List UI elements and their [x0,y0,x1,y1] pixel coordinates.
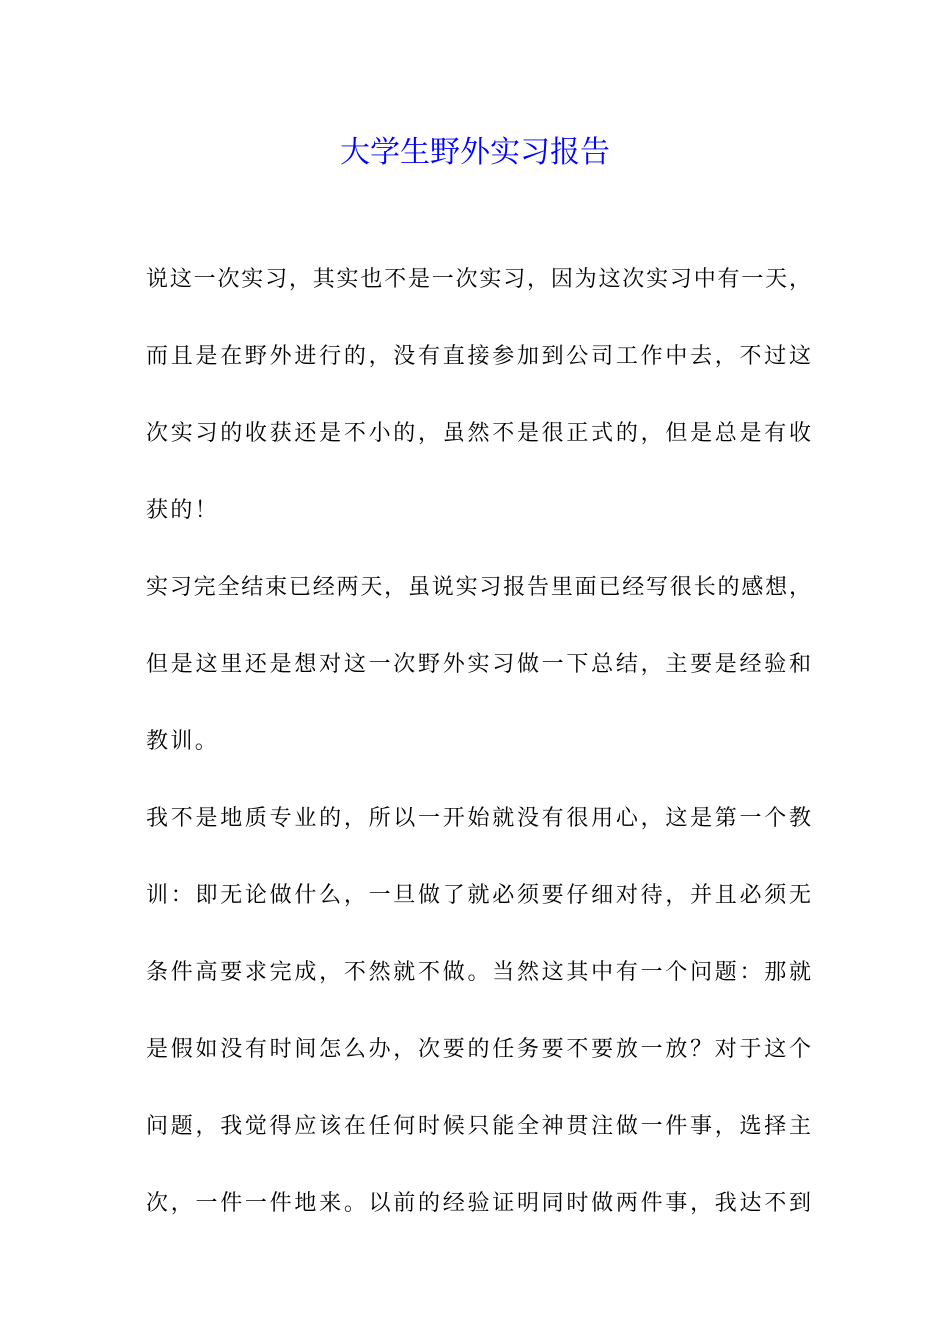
body-line: 次，一件一件地来。以前的经验证明同时做两件事，我达不到 [146,1191,811,1216]
body-line: 次实习的收获还是不小的，虽然不是很正式的，但是总是有收 [146,421,811,446]
body-line: 条件高要求完成，不然就不做。当然这其中有一个问题：那就 [146,960,811,985]
body-line: 是假如没有时间怎么办，次要的任务要不要放一放？对于这个 [146,1037,811,1062]
body-line: 我不是地质专业的，所以一开始就没有很用心，这是第一个教 [146,806,811,831]
body-line: 说这一次实习，其实也不是一次实习，因为这次实习中有一天， [146,267,811,292]
body-line: 训：即无论做什么，一旦做了就必须要仔细对待，并且必须无 [146,883,811,908]
document-title: 大学生野外实习报告 [340,135,610,170]
document-body [146,241,811,1242]
body-line: 实习完全结束已经两天，虽说实习报告里面已经写很长的感想， [146,575,811,600]
body-line: 问题，我觉得应该在任何时候只能全神贯注做一件事，选择主 [146,1114,811,1139]
body-line: 获的！ [146,498,220,523]
body-line: 而且是在野外进行的，没有直接参加到公司工作中去，不过这 [146,344,811,369]
body-line: 教训。 [146,729,220,754]
body-line: 但是这里还是想对这一次野外实习做一下总结，主要是经验和 [146,652,811,677]
